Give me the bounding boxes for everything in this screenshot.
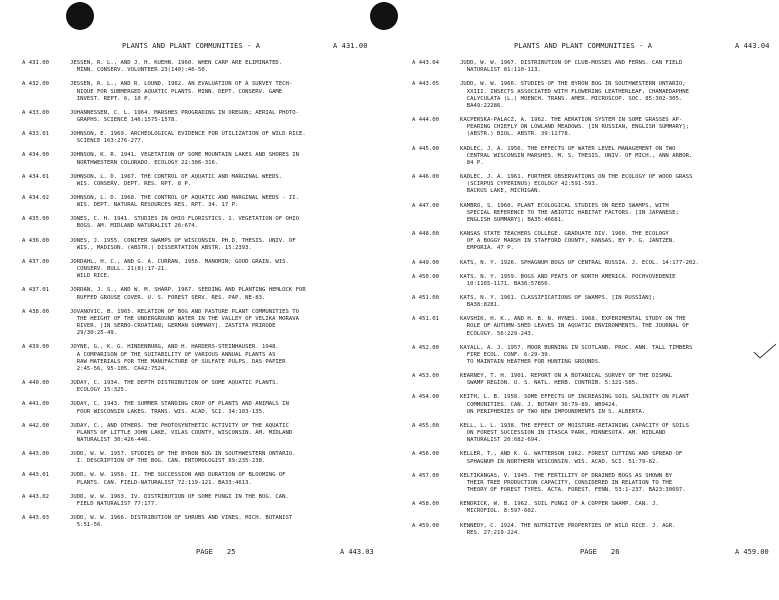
bibliography-entry [22, 174, 390, 188]
bibliography-entry [22, 60, 390, 74]
entry-id: A 441.00 [22, 401, 49, 408]
entry-citation: JOHANNESSEN, C. L. 1964. MARSHES PROGRADING IN OREGON; AERIAL PHOTO- GRAPHS. SCIENCE 146:1575-1578. [70, 109, 300, 123]
bibliography-entry [22, 216, 390, 230]
entry-citation: JOHNSON, L. D. 1967. THE CONTROL OF AQUATIC AND MARGINAL WEEDS. WIS. CONSERV. DEPT. RES. RPT. 8 P. [70, 173, 283, 187]
entry-citation: JOHNSON, K. R. 1941. VEGETATION OF SOME MOUNTAIN LAKES AND SHORES IN NORTHWESTERN COLORADO. ECOLOGY 22:306-316. [70, 152, 300, 166]
entry-id: A 453.00 [412, 373, 439, 380]
entry-id: A 458.00 [412, 501, 439, 508]
entry-citation: JUDD, W. W. 1966. STUDIES OF THE BYRON BOG IN SOUTHWESTERN ONTARIO; XXIII. INSECTS ASSOCIATED WITH FLOWERING LEATHERLEAF, CHAMAEDAPHNE CALYCULATA (L.) MOENCH. TRANS. AMER. MICROSCOP. SOC. 85:302-305. BA49:22286. [460, 81, 690, 109]
entry-id: A 443.02 [22, 493, 49, 500]
entry-id: A 445.00 [412, 145, 439, 152]
entry-id: A 442.00 [22, 422, 49, 429]
punch-hole-icon [66, 2, 94, 30]
entry-id: A 443.04 [412, 60, 439, 66]
bibliography-entry [412, 117, 777, 139]
bibliography-entry [22, 287, 390, 301]
entry-citation: KEITH, L. B. 1958. SOME EFFECTS OF INCREASING SOIL SALINITY ON PLANT COMMUNITIES. CAN. J. BOTANY 36:79-89. WB9424. ON PERIPHERIES OF TWO NEW IMPOUNDMENTS IN S. ALBERTA. [460, 394, 690, 415]
entry-citation: KACPERSKA-PALACZ, A. 1962. THE AERATION SYSTEM IN SOME GRASSES AP- PEARING CHIEFLY ON LOWLAND MEADOWS. [IN RUSSIAN, ENGLISH SUMMARY]; (ABSTR.) BIOL. ABSTR. 39:11778. [460, 117, 690, 138]
entry-id: A 434.01 [22, 173, 49, 180]
entry-id: A 437.01 [22, 287, 49, 294]
bibliography-entry [412, 345, 777, 367]
entry-citation: KELTIKANGAS, V. 1945. THE FERTILITY OF DRAINED BOGS AS SHOWN BY THEIR TREE PRODUCTION CAPACITY, CONSIDERED IN RELATION TO THE THEORY OF FOREST TYPES. ACTA. FOREST. FENN. 53:1-237. BA23:30097. [460, 472, 686, 494]
bibliography-entry [412, 60, 777, 74]
entry-citation: KELL, L. L. 1938. THE EFFECT OF MOISTURE-RETAINING CAPACITY OF SOILS ON FOREST SUCCESSION IN ITASCA PARK, MINNESOTA. AM. MIDLAND NATURALIST 20:682-694. [460, 422, 690, 444]
entry-id: A 457.00 [412, 472, 439, 479]
entry-citation: JOHNSON, L. D. 1968. THE CONTROL OF AQUATIC AND MARGINAL WEEDS - II. WIS. DEPT. NATURAL RESOURCES RES. RPT. 34. 17 P. [70, 194, 300, 209]
bibliography-entry [22, 110, 390, 124]
bibliography-entry [22, 380, 390, 394]
bibliography-entry [412, 501, 777, 515]
entry-id: A 436.00 [22, 237, 49, 244]
entry-id: A 431.00 [22, 60, 49, 66]
entry-citation: JOYNE, G., K. G. HINDENBURG, AND H. HARDERS-STEINHAUSER. 1948. A COMPARISON OF THE SUITABILITY OF VARIOUS ANNUAL PLANTS AS RAW MATERIALS FOR THE MANUFACTURE OF SULFATE PULPS. DAS PAPIER 2:45-56, 95-105. CA42:7524. [70, 344, 286, 372]
entry-id: A 455.00 [412, 422, 439, 429]
bibliography-entry [22, 238, 390, 252]
entry-id: A 435.00 [22, 216, 49, 223]
bibliography-entry [22, 344, 390, 373]
entry-id: A 451.00 [412, 294, 439, 301]
entry-citation: KANSAS STATE TEACHERS COLLEGE. GRADUATE DIV. 1960. THE ECOLOGY OF A BOGGY MARSH IN STAFFORD COUNTY, KANSAS, BY P. G. JANTZEN. EMPORIA. 47 P. [460, 231, 676, 252]
entry-id: A 443.00 [22, 451, 49, 458]
punch-hole-icon [370, 2, 398, 30]
entry-citation: JUDAY, C., AND OTHERS. THE PHOTOSYNTHETIC ACTIVITY OF THE AQUATIC PLANTS OF LITTLE JOHN LAKE, VILAS COUNTY, WISCONSIN. AM. MIDLAND NATURALIST 30:426-446. [70, 422, 293, 444]
entry-id: A 434.00 [22, 152, 49, 159]
checkmark-icon [752, 342, 778, 360]
entry-citation: KAVSHIK, H. K., AND H. B. N. HYNES. 1968. EXPERIMENTAL STUDY ON THE ROLE OF AUTUMN-SHED LEAVES IN AQUATIC ENVIRONMENTS. THE JOURNAL OF ECOLOGY. 56:229-243. [460, 316, 690, 337]
bibliography-entry [412, 81, 777, 110]
entry-id: A 434.02 [22, 194, 49, 201]
entry-citation: JUDAY, C. 1943. THE SUMMER STANDING CROP OF PLANTS AND ANIMALS IN FOUR WISCONSIN LAKES. TRANS. WIS. ACAD. SCI. 34:103-135. [70, 401, 289, 415]
entry-id: A 447.00 [412, 202, 439, 209]
entry-id: A 439.00 [22, 344, 49, 351]
entry-id: A 443.05 [412, 81, 439, 88]
page-header-id: A 443.04 [735, 42, 770, 50]
bibliography-entry [412, 174, 777, 196]
entry-list [22, 60, 390, 536]
entry-citation: KENNEDY, C. 1924. THE NUTRITIVE PROPERTIES OF WILD RICE. J. AGR. RES. 27:219-224. [460, 522, 676, 536]
bibliography-entry [22, 515, 390, 529]
bibliography-entry [22, 131, 390, 145]
entry-id: A 432.00 [22, 81, 49, 88]
entry-citation: JORDAN, J. S., AND W. M. SHARP. 1967. SEEDING AND PLANTING HEMLOCK FOR RUFFED GROUSE COVER. U. S. FOREST SERV. RES. PAP. NE-83. [70, 287, 306, 301]
bibliography-entry [22, 472, 390, 486]
entry-citation: KADLEC, J. A. 1961. FURTHER OBSERVATIONS ON THE ECOLOGY OF WOOD GRASS (SCIRPUS CYPERINUS) ECOLOGY 42:591-593. BACKUS LAKE, MICHIGAN. [460, 174, 693, 195]
entry-id: A 454.00 [412, 394, 439, 401]
entry-citation: JUDD, W. W. 1958. II. THE SUCCESSION AND DURATION OF BLOOMING OF PLANTS. CAN. FIELD-NATURALIST 72:119-121. BA33:4613. [70, 472, 286, 486]
entry-citation: JUDD, W. W. 1967. DISTRIBUTION OF CLUB-MOSSES AND FERNS. CAN FIELD NATURALIST 81:110-113. [460, 60, 683, 74]
entry-citation: JOVANOVIC, B. 1965. RELATION OF BOG AND PASTURE PLANT COMMUNITIES TO THE HEIGHT OF THE UNDERGROUND WATER IN THE VALLEY OF VELIKA MORAVA RIVER. [IN SERBO-CROATIAN; GERMAN SUMMARY]. ZASTITA PRIRODE 29/30:25-49. [70, 308, 300, 337]
entry-citation: JONES, J. 1955. CONIFER SWAMPS OF WISCONSIN. PH.D. THESIS. UNIV. OF WIS., MADISON. (ABSTR.) DISSERTATION ABSTR. 15:2393. [70, 237, 296, 251]
bibliography-entry [22, 401, 390, 415]
entry-id: A 438.00 [22, 308, 49, 315]
entry-id: A 451.01 [412, 316, 439, 323]
entry-citation: JUDD, W. W. 1966. DISTRIBUTION OF SHRUBS AND VINES. MICH. BOTANIST 5:51-56. [70, 515, 293, 529]
entry-id: A 444.00 [412, 117, 439, 123]
footer-page-label: PAGE [196, 548, 213, 556]
bibliography-entry [412, 451, 777, 465]
entry-id: A 452.00 [412, 344, 439, 351]
bibliography-entry [412, 231, 777, 253]
entry-id: A 443.03 [22, 515, 49, 522]
footer-page-number: 26 [611, 548, 620, 556]
bibliography-entry [412, 274, 777, 288]
page-header-title: PLANTS AND PLANT COMMUNITIES - A [514, 42, 653, 50]
entry-citation: KATS, N. Y. 1961. CLASSIFICATIONS OF SWAMPS. [IN RUSSIAN]; BA38:8281. [460, 294, 656, 309]
bibliography-entry [412, 394, 777, 416]
entry-citation: KAYALL, A. J. 1957. MOOR BURNING IN SCOTLAND. PROC. ANN. TALL TIMBERS FIRE ECOL. CONF. 6:29-39. TO MAINTAIN HEATHER FOR HUNTING GROUNDS. [460, 344, 693, 366]
entry-id: A 446.00 [412, 174, 439, 180]
bibliography-entry [412, 373, 777, 387]
bibliography-entry [22, 494, 390, 508]
entry-citation: JOHNSON, E. 1969. ARCHEOLOGICAL EVIDENCE FOR UTILIZATION OF WILD RICE. SCIENCE 163:276-277. [70, 131, 306, 145]
bibliography-entry [412, 260, 777, 267]
entry-citation: KAMBRO, S. 1960. PLANT ECOLOGICAL STUDIES ON REED SWAMPS, WITH SPECIAL REFERENCE TO THE ABIOTIC HABITAT FACTORS. [IN JAPANESE; ENGLISH SUMMARY]; BA35:46681. [460, 202, 679, 223]
bibliography-entry [22, 309, 390, 338]
entry-id: A 449.00 [412, 259, 439, 266]
bibliography-entry [22, 451, 390, 465]
footer-page-label: PAGE [580, 548, 597, 556]
bibliography-entry [22, 259, 390, 281]
bibliography-entry [412, 473, 777, 495]
page-header-title: PLANTS AND PLANT COMMUNITIES - A [122, 42, 261, 50]
bibliography-entry [412, 523, 777, 537]
entry-id: A 459.00 [412, 522, 439, 529]
footer-id: A 443.03 [340, 548, 374, 556]
bibliography-entry [412, 423, 777, 445]
entry-citation: JUDAY, C. 1934. THE DEPTH DISTRIBUTION OF SOME AQUATIC PLANTS. ECOLOGY 15:325. [70, 380, 279, 394]
entry-citation: KENDRICK, W. B. 1962. SOIL FUNGI OF A COPPER SWAMP. CAN. J. MICROFIOL. 8:597-602. [460, 501, 659, 515]
entry-id: A 443.01 [22, 472, 49, 479]
bibliography-entry [412, 146, 777, 168]
entry-id: A 456.00 [412, 451, 439, 458]
entry-id: A 450.00 [412, 273, 439, 280]
entry-id: A 440.00 [22, 380, 49, 387]
bibliography-entry [412, 316, 777, 338]
footer-page-number: 25 [227, 548, 236, 556]
entry-list [412, 60, 777, 544]
entry-id: A 437.00 [22, 258, 49, 265]
entry-id: A 448.00 [412, 231, 439, 237]
bibliography-entry [412, 203, 777, 225]
entry-citation: JUDD, W. W. 1957. STUDIES OF THE BYRON BOG IN SOUTHWESTERN ONTARIO. I. DESCRIPTION OF THE BOG. CAN. ENTOMOLOGIST 89:235-238. [70, 451, 296, 465]
entry-citation: JUDD, W. W. 1963. IV. DISTRIBUTION OF SOME FUNGI IN THE BOG. CAN. FIELD NATURALIST 77:177. [70, 493, 289, 507]
bibliography-entry [22, 423, 390, 445]
bibliography-entry [22, 152, 390, 166]
page-header-id: A 431.00 [333, 42, 368, 50]
entry-citation: KEARNEY, T. H. 1901. REPORT ON A BOTANICAL SURVEY OF THE DISMAL SWAMP REGION. U. S. NATL. HERB. CONTRIB. 5:321-585. [460, 373, 673, 387]
entry-citation: KATS, N. Y. 1959. BOGS AND PEATS OF NORTH AMERICA. POCHVOVEDENIE 10:1165-1171. BA36:57856. [460, 273, 676, 287]
bibliography-entry [412, 295, 777, 309]
entry-citation: JONES, C. H. 1941. STUDIES IN OHIO FLORISTICS. 1. VEGETATION OF OHIO BOGS. AM. MIDLAND NATURALIST 26:674. [70, 216, 300, 230]
entry-citation: KATS, N. Y. 1926. SPHAGNUM BOGS OF CENTRAL RUSSIA. J. ECOL. 14:177-202. [460, 259, 700, 266]
entry-citation: KELLER, T., AND K. G. WATTERSON 1962. FOREST CUTTING AND SPREAD OF SPHAGNUM IN NORTHERN WISCONSIN. WIS. ACAD. SCI. 51:79-82. [460, 451, 683, 465]
bibliography-entry [22, 195, 390, 209]
entry-id: A 433.01 [22, 131, 49, 138]
entry-citation: JORDAHL, H. C., AND G. A. CURRAN. 1956. MANOMIN; GOOD GRAIN. WIS. CONSERV. BULL. 21(8):17-21. WILD RICE. [70, 258, 289, 280]
bibliography-entry [22, 81, 390, 103]
entry-citation: JESSEN, R. L., AND R. LOUND. 1962. AN EVALUATION OF A SURVEY TECH- NIQUE FOR SUBMERGED AQUATIC PLANTS. MINN. DEPT. CONSERV. GAME INVEST. REPT. 6, 10 P. [70, 81, 293, 102]
right-page [392, 0, 779, 600]
entry-citation: JESSEN, R. L., AND J. H. KUEHN. 1960. WHEN CARP ARE ELIMINATED. MINN. CONSERV. VOLUNTEER 23(140):46-50. [70, 60, 283, 74]
entry-id: A 433.00 [22, 109, 49, 116]
footer-id: A 459.00 [735, 548, 769, 556]
entry-citation: KADLEC, J. A. 1956. THE EFFECTS OF WATER LEVEL MANAGEMENT ON TWO CENTRAL WISCONSIN MARSHES. M. S. THESIS. UNIV. OF MICH., ANN ARBOR. 84 P. [460, 145, 693, 166]
